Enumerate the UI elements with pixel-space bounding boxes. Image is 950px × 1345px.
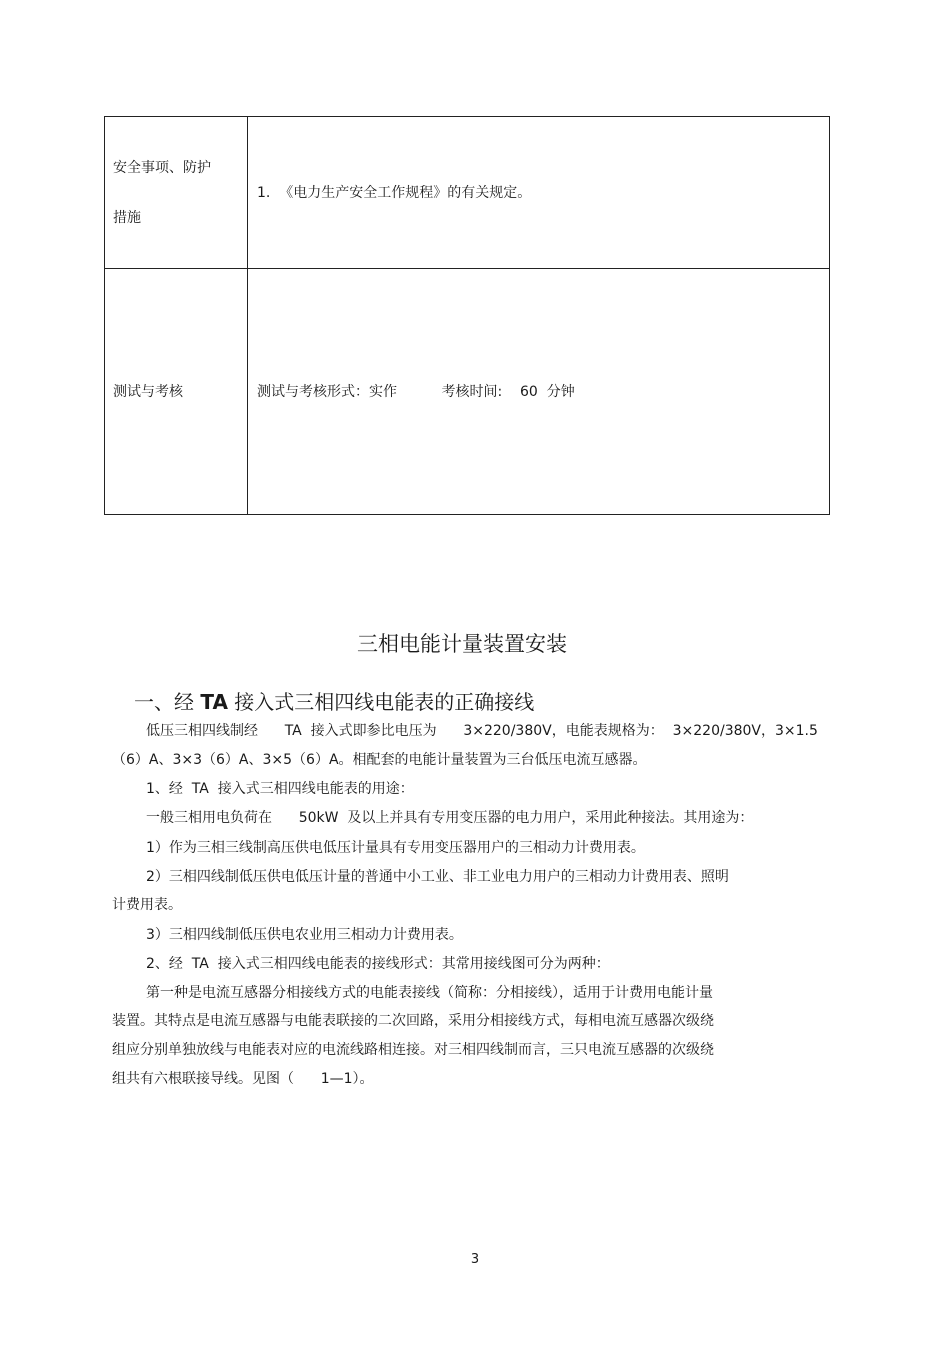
assessment-content: 测试与考核形式：实作 考核时间: 60 分钟 [257,384,575,400]
paragraph-line-6: 2）三相四线制低压供电低压计量的普通中小工业、非工业电力用户的三相动力计费用表、照明 [146,869,729,885]
paragraph-line-12: 组应分别单独放线与电能表对应的电流线路相连接。对三相四线制而言，三只电流互感器的次级绕 [112,1042,714,1058]
paragraph-line-8: 3）三相四线制低压供电农业用三相动力计费用表。 [146,927,463,943]
info-table [104,116,830,515]
section-heading-bold: TA [200,690,228,714]
paragraph-line-5: 1）作为三相三线制高压供电低压计量具有专用变压器用户的三相动力计费用表。 [146,840,645,856]
section-heading-suffix: 接入式三相四线电能表的正确接线 [227,690,535,714]
paragraph-line-1: 低压三相四线制经 TA 接入式即参比电压为 3×220/380V，电能表规格为： 3×220/380V，3×1.5 [146,723,818,739]
safety-label-line-2: 措施 [113,210,141,226]
paragraph-line-2: （6）A、3×3（6）A、3×5（6）A。相配套的电能计量装置为三台低压电流互感器。 [112,752,647,768]
paragraph-line-7: 计费用表。 [112,897,182,913]
paragraph-line-3: 1、经 TA 接入式三相四线电能表的用途： [146,781,414,797]
paragraph-line-13: 组共有六根联接导线。见图（ 1—1）。 [112,1071,374,1087]
safety-content: 1. 《电力生产安全工作规程》的有关规定。 [257,185,532,201]
section-heading-prefix: 一、经 [134,690,201,714]
paragraph-line-10: 第一种是电流互感器分相接线方式的电能表接线（简称：分相接线），适用于计费用电能计量 [146,985,713,1001]
safety-label-line-1: 安全事项、防护 [113,160,211,176]
paragraph-line-11: 装置。其特点是电流互感器与电能表联接的二次回路，采用分相接线方式，每相电流互感器次级绕 [112,1013,714,1029]
paragraph-line-9: 2、经 TA 接入式三相四线电能表的接线形式：其常用接线图可分为两种： [146,956,610,972]
section-heading [134,686,534,715]
assessment-label: 测试与考核 [113,384,183,400]
table-row-safety [105,117,829,269]
paragraph-line-4: 一般三相用电负荷在 50kW 及以上并具有专用变压器的电力用户，采用此种接法。其用途为： [146,810,754,826]
document-title: 三相电能计量装置安装 [357,632,567,656]
page-number: 3 [470,1252,480,1267]
table-row-assessment [105,268,829,514]
